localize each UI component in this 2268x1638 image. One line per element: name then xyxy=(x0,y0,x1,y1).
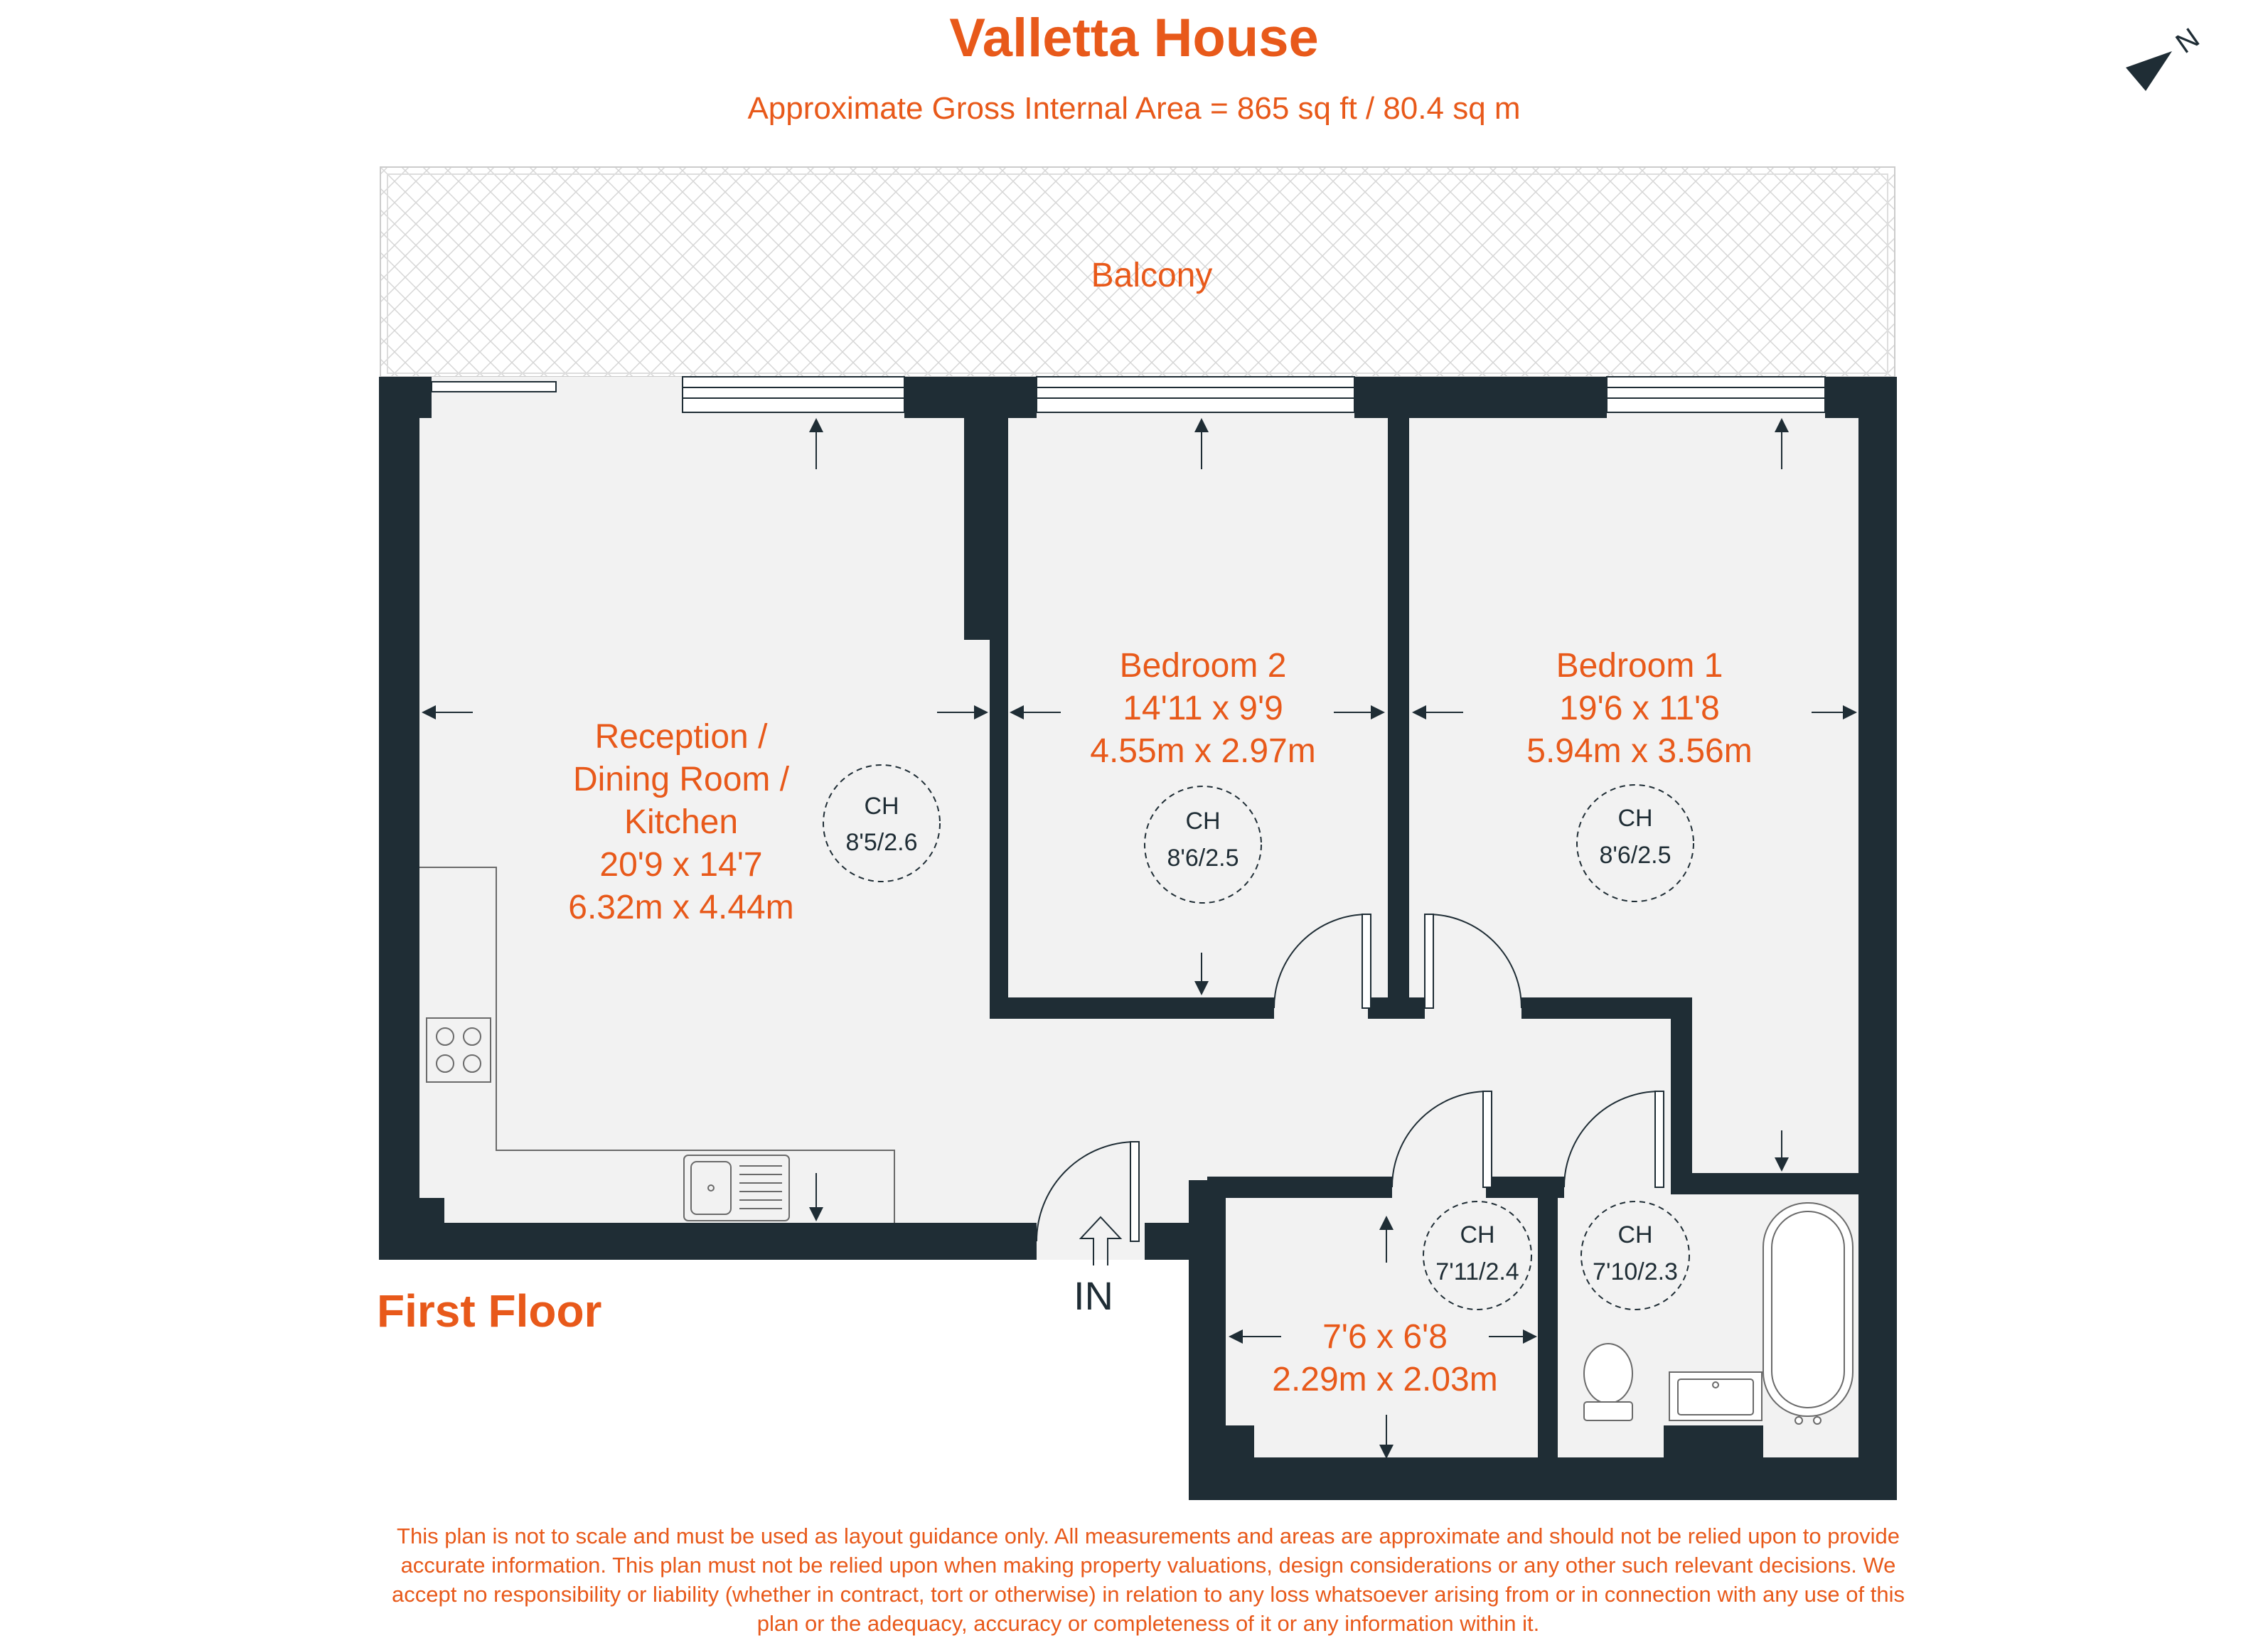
store-imperial-size: 7'6 x 6'8 xyxy=(1322,1318,1448,1356)
svg-text:CH: CH xyxy=(1617,1221,1653,1248)
svg-text:8'5/2.6: 8'5/2.6 xyxy=(845,829,918,856)
store-metric-size: 2.29m x 2.03m xyxy=(1272,1361,1498,1398)
bedroom1-imperial-size: 19'6 x 11'8 xyxy=(1559,690,1720,727)
gross-area-subtitle: Approximate Gross Internal Area = 865 sq ft / 80.4 sq m xyxy=(747,91,1521,126)
balcony-area xyxy=(380,167,1895,377)
svg-text:7'11/2.4: 7'11/2.4 xyxy=(1435,1258,1519,1285)
svg-text:8'6/2.5: 8'6/2.5 xyxy=(1167,845,1239,872)
reception-name-line-2: Dining Room / xyxy=(572,761,790,798)
svg-text:CH: CH xyxy=(1460,1221,1495,1248)
balcony-label: Balcony xyxy=(1091,257,1213,294)
floor-label: First Floor xyxy=(377,1285,602,1337)
compass-north-label: N xyxy=(2170,22,2205,60)
disclaimer-text: This plan is not to scale and must be used as layout guidance only. All measurements and areas are approximate and should not be relied upon to provide accurate information. This plan must not be relied upon when making property valuations, design considerations or any other such relevant decisions. We accept no responsibility or liability (whether in contract, tort or otherwise) in relation to any loss whatsoever arising from or in connection with any use of this plan or the adequacy, accuracy or completeness of it or any information within it. xyxy=(392,1524,1905,1636)
reception-imperial-size: 20'9 x 14'7 xyxy=(599,846,763,884)
north-compass-icon xyxy=(2126,22,2205,91)
floor-area xyxy=(379,377,1897,1499)
bathtub-icon xyxy=(1763,1203,1853,1424)
basin-icon xyxy=(1669,1372,1762,1420)
page-title: Valletta House xyxy=(949,8,1319,68)
reception-name-line-3: Kitchen xyxy=(624,803,739,841)
reception-metric-size: 6.32m x 4.44m xyxy=(568,889,794,926)
svg-text:7'10/2.3: 7'10/2.3 xyxy=(1593,1258,1678,1285)
svg-text:CH: CH xyxy=(1617,805,1653,832)
entrance-label: IN xyxy=(1074,1273,1113,1318)
toilet-icon xyxy=(1584,1344,1632,1420)
svg-text:8'6/2.5: 8'6/2.5 xyxy=(1599,842,1671,869)
bedroom2-imperial-size: 14'11 x 9'9 xyxy=(1123,690,1283,727)
bedroom1-metric-size: 5.94m x 3.56m xyxy=(1526,732,1753,770)
svg-text:CH: CH xyxy=(1185,808,1221,835)
bedroom1-name: Bedroom 1 xyxy=(1556,647,1723,685)
svg-text:CH: CH xyxy=(864,793,899,820)
reception-name-line-1: Reception / xyxy=(594,718,768,756)
bedroom2-name: Bedroom 2 xyxy=(1119,647,1287,685)
bedroom2-metric-size: 4.55m x 2.97m xyxy=(1090,732,1316,770)
